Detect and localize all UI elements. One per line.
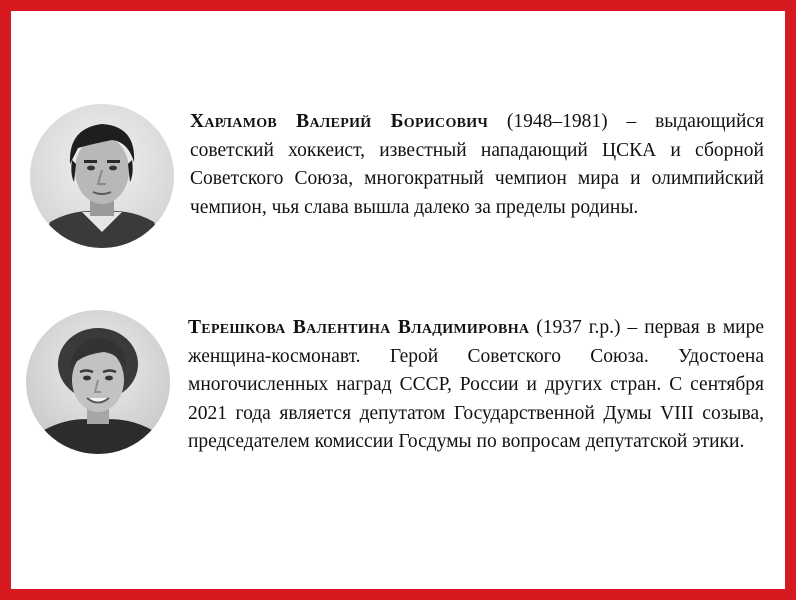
person-name: Харламов Валерий Борисович bbox=[190, 111, 489, 132]
portrait-kharlamov bbox=[30, 104, 174, 248]
person-years: (1937 г.р.) – bbox=[536, 317, 638, 338]
portrait-tereshkova-image bbox=[26, 310, 170, 454]
portrait-tereshkova bbox=[26, 310, 170, 454]
portrait-kharlamov-image bbox=[30, 104, 174, 248]
person-description: первая в мире женщина-космонавт. Герой Советского Союза. Удостоена многочисленных наград СССР, России и других стран. С сентября 2021 года является депутатом Государственной Думы VIII созыва, председателем комиссии Госдумы по вопросам депутатской этики. bbox=[188, 317, 765, 453]
bio-kharlamov bbox=[190, 108, 764, 222]
person-years: (1948–1981) – bbox=[506, 111, 637, 132]
person-name: Терешкова Валентина Владимировна bbox=[188, 317, 530, 338]
bio-tereshkova bbox=[188, 314, 764, 457]
person-description: выдающийся советский хоккеист, известный нападающий ЦСКА и сборной Советского Союза, многократный чемпион мира и олимпийский чемпион, чья слава вышла далеко за пределы родины. bbox=[190, 111, 765, 218]
